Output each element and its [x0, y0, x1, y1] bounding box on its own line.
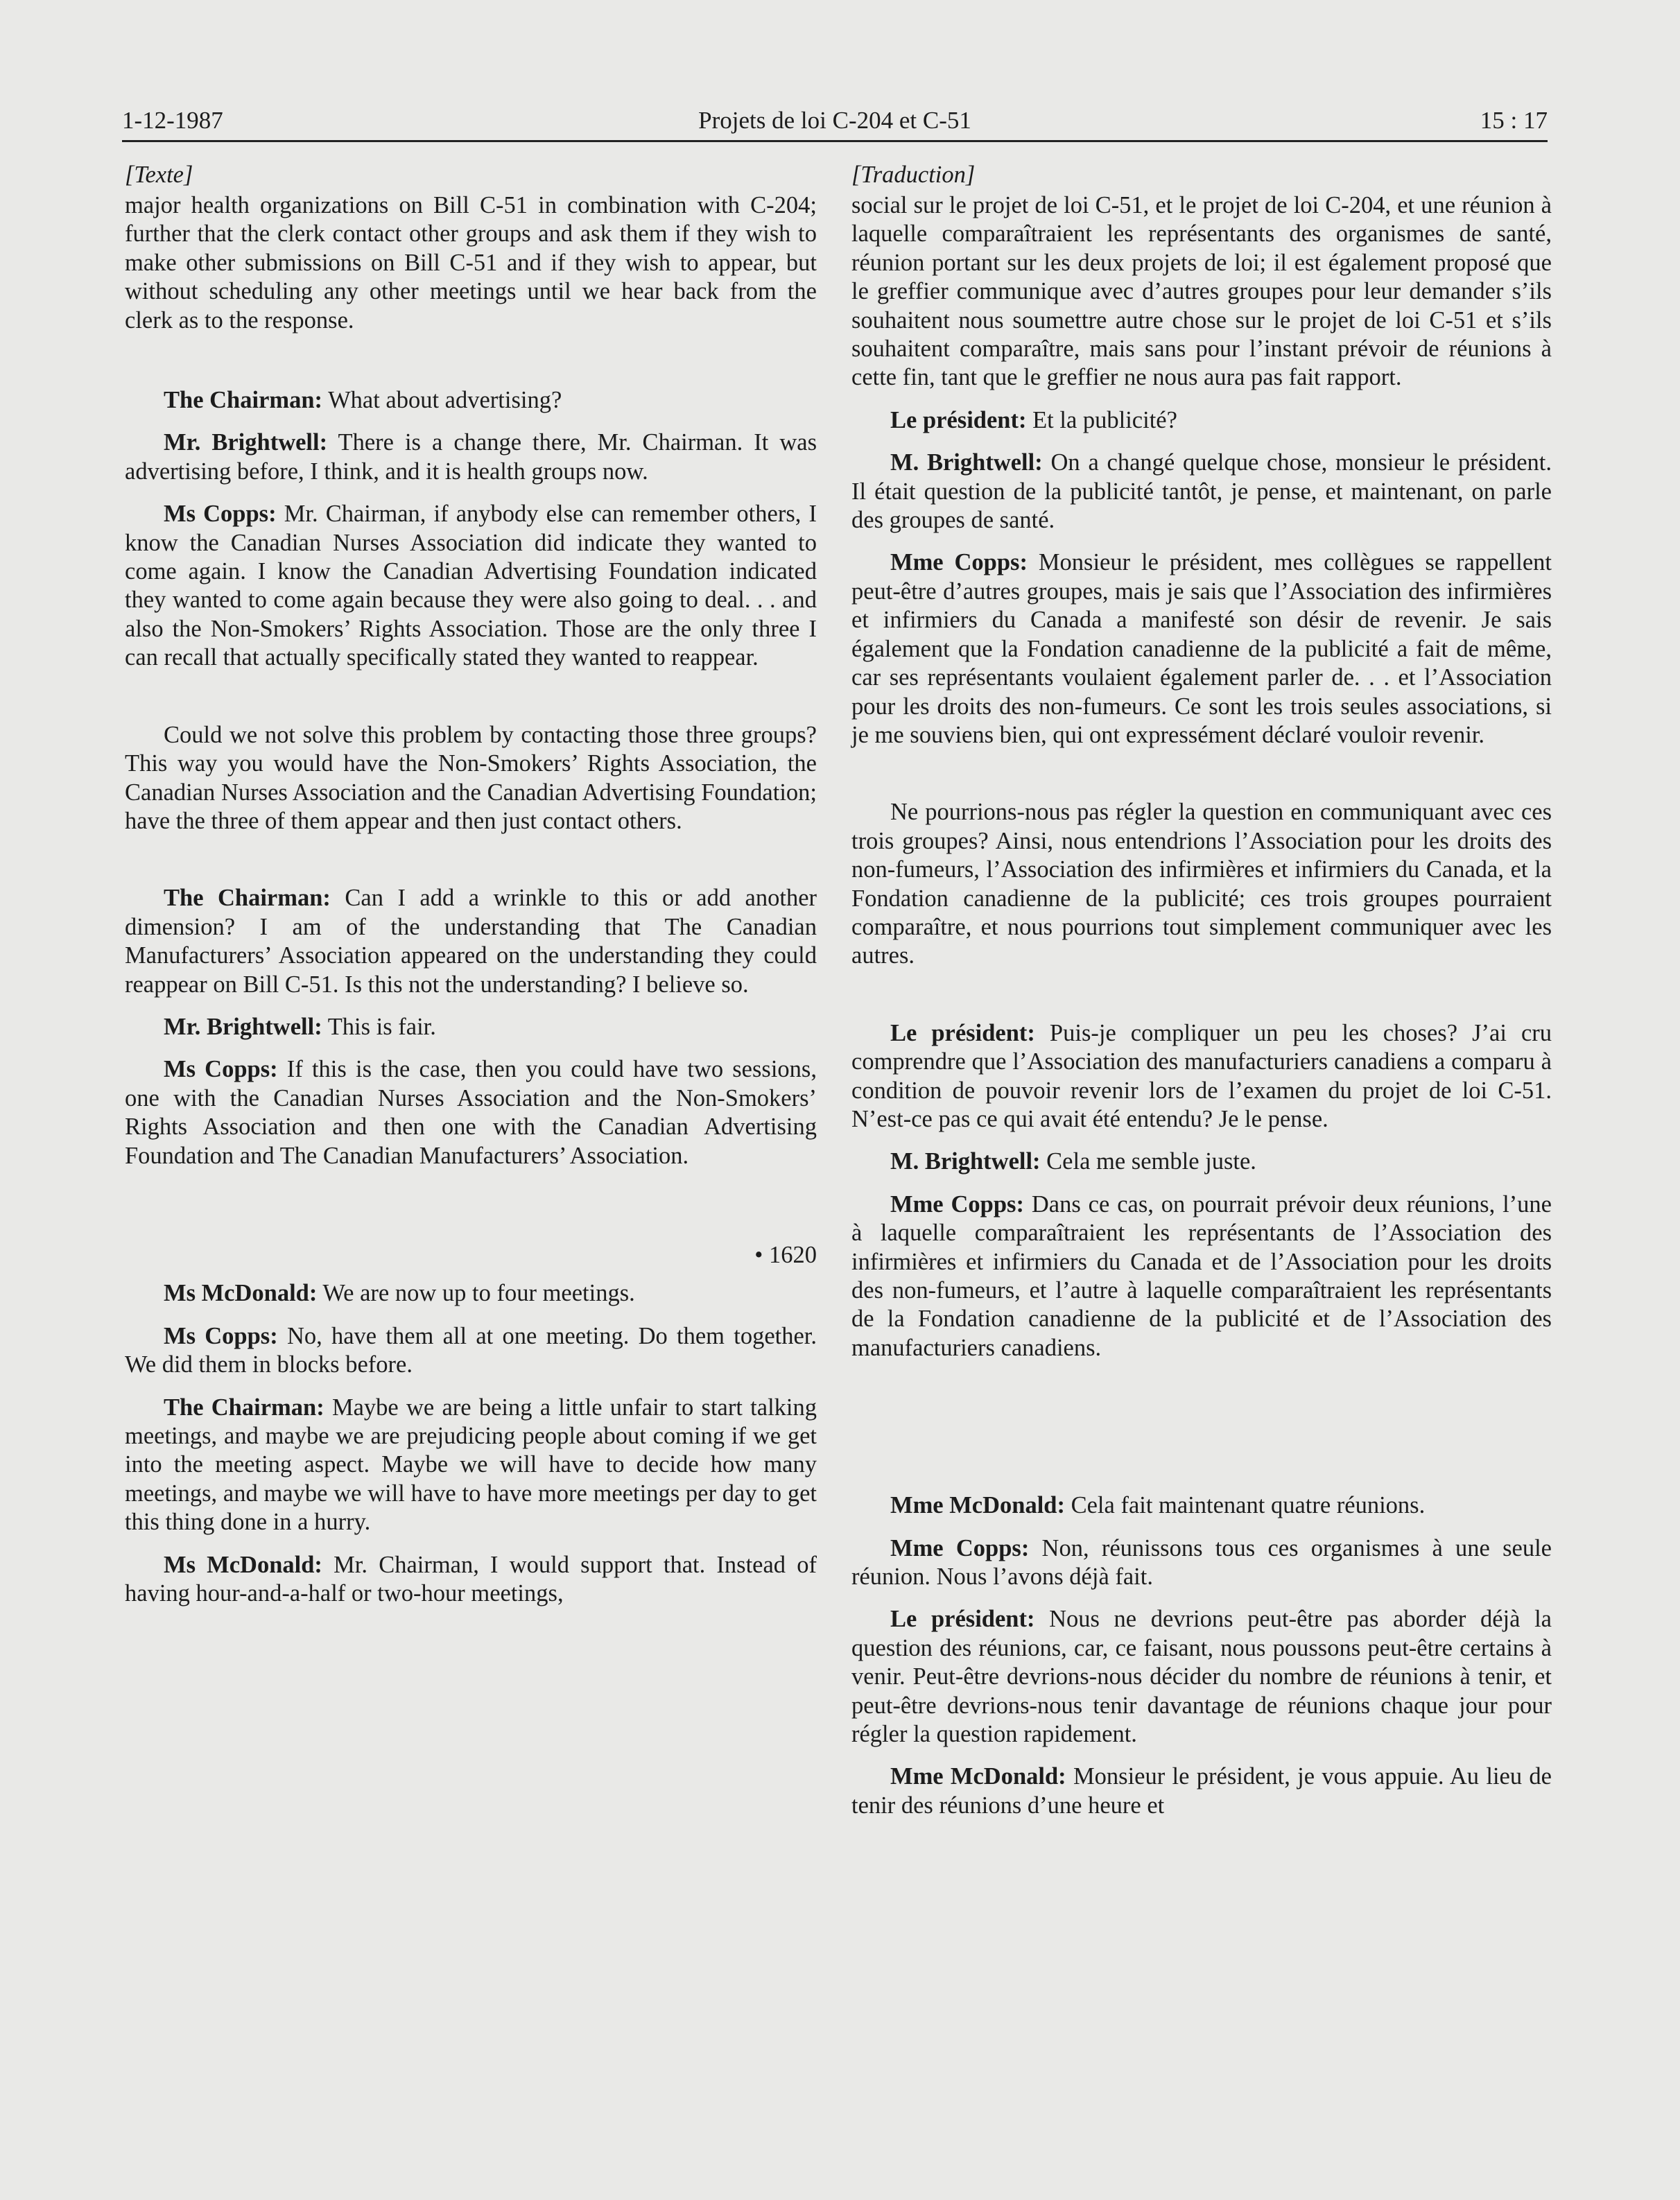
text-tag: [Texte]: [125, 162, 193, 188]
page-header: [122, 104, 1548, 142]
speech-text: Cela fait maintenant quatre réunions.: [1064, 1492, 1426, 1519]
speech-text: Mr. Chairman, if anybody else can remember others, I know the Canadian Nurses Association did indicate they wanted to come again. I know the Canadian Advertising Foundation indicated they wanted to come again because they were also going to deal. . . and also the Non-Smokers’ Rights Association. Those are the only three I can recall that actually specifically stated they wanted to reappear.: [125, 501, 817, 671]
speech: [851, 1534, 1552, 1592]
speaker: The Chairman:: [164, 1394, 324, 1421]
french-column: [851, 161, 1552, 1820]
speech: [851, 548, 1552, 750]
speaker: Le président:: [890, 406, 1027, 433]
header-title: Projets de loi C-204 et C-51: [698, 107, 971, 134]
speech-text: This is fair.: [322, 1013, 436, 1040]
header-date: 1-12-1987: [122, 107, 223, 134]
speaker: Mme McDonald:: [890, 1492, 1065, 1519]
speech: [125, 884, 817, 999]
speaker: Le président:: [890, 1606, 1035, 1633]
speech: [125, 1394, 817, 1537]
speech-text: Non, réunissons tous ces organismes à une seule réunion. Nous l’avons déjà fait.: [851, 1534, 1552, 1591]
speech: [851, 1762, 1552, 1820]
speaker: Mr. Brightwell:: [164, 429, 328, 456]
speech: [851, 449, 1552, 535]
speech: [851, 1605, 1552, 1749]
english-column: [125, 161, 817, 1608]
speaker: Mme Copps:: [890, 1534, 1030, 1561]
speaker: Ms McDonald:: [164, 1280, 318, 1307]
speech-text: Nous ne devrions peut-être pas aborder déjà la question des réunions, car, ce faisant, nous poussons peut-être certains à venir. Peut-être devrions-nous décider du nombre de réunions à tenir, et peut-être devrions-nous tenir davantage de réunions chaque jour pour régler la question rapidement.: [851, 1606, 1552, 1748]
speech: [125, 1279, 817, 1308]
speech-text: No, have them all at one meeting. Do them together. We did them in blocks before.: [125, 1322, 817, 1378]
speech-text: If this is the case, then you could have two sessions, one with the Canadian Nurses Association and the Non-Smokers’ Rights Association and then one with the Canadian Advertising Foundation and The Canadian Manufacturers’ Association.: [125, 1056, 817, 1169]
speech-text: Maybe we are being a little unfair to start talking meetings, and maybe we are prejudicing people about coming if we get into the meeting aspect. Maybe we will have to decide how many meetings, and maybe we will have to have more meetings per day to get this thing done in a hurry.: [125, 1394, 817, 1536]
speech-text: Mr. Chairman, I would support that. Instead of having hour-and-a-half or two-hour meetings,: [125, 1551, 817, 1607]
speech-text: Monsieur le président, je vous appuie. Au lieu de tenir des réunions d’une heure et: [851, 1763, 1552, 1819]
speech: [125, 1055, 817, 1170]
speech-text: Monsieur le président, mes collègues se rappellent peut-être d’autres groupes, mais je sais que l’Association des infirmières et infirmiers du Canada a manifesté son désir de revenir. Je sais également que la Fondation canadienne de la publicité a fait de même, car ses représentants voulaient également parler de. . . et l’Association pour les droits des non-fumeurs. Ce sont les trois seules associations, si je me souviens bien, qui ont expressément déclaré vouloir revenir.: [851, 549, 1552, 748]
speaker: Ms Copps:: [164, 1056, 278, 1083]
speech-text: Can I add a wrinkle to this or add another dimension? I am of the understanding that The Canadian Manufacturers’ Association appeared on the understanding they could reappear on Bill C-51. Is this not the understanding? I believe so.: [125, 885, 817, 998]
paragraph: major health organizations on Bill C-51 in combination with C-204; further that the clerk contact other groups and ask them if they wish to make other submissions on Bill C-51 and if they wish to appear, but without scheduling any other meetings until we hear back from the clerk as to the response.: [125, 192, 817, 334]
speaker: Mr. Brightwell:: [164, 1013, 322, 1040]
speech: [851, 406, 1552, 435]
header-page-number: 15 : 17: [1480, 107, 1548, 134]
speaker: Ms McDonald:: [164, 1551, 322, 1578]
speaker: The Chairman:: [164, 885, 331, 912]
speech-text: Et la publicité?: [1026, 406, 1177, 433]
paragraph: social sur le projet de loi C-51, et le projet de loi C-204, et une réunion à laquelle comparaîtraient les représentants des organismes de santé, réunion portant sur les deux projets de loi; il est également proposé que le greffier communique avec d’autres groupes pour leur demander s’ils souhaitent nous soumettre autre chose sur le projet de loi C-51 et s’ils souhaitent comparaître, mais sans pour l’instant prévoir de réunions à cette fin, tant que le greffier ne nous aura pas fait rapport.: [851, 192, 1552, 391]
speaker: Ms Copps:: [164, 501, 277, 528]
traduction-tag: [Traduction]: [851, 162, 976, 188]
speaker: M. Brightwell:: [890, 449, 1043, 476]
speaker: Le président:: [890, 1019, 1035, 1046]
speech: [125, 1013, 817, 1041]
speech-text: On a changé quelque chose, monsieur le président. Il était question de la publicité tantôt, je pense, et maintenant, on parle des groupes de santé.: [851, 449, 1552, 534]
speaker: Ms Copps:: [164, 1322, 278, 1349]
paragraph: Ne pourrions-nous pas régler la question en communiquant avec ces trois groupes? Ainsi, nous entendrions l’Association pour les droits des non-fumeurs, l’Association des infirmières et infirmiers du Canada, et la Fondation canadienne de la publicité; ces trois groupes pourraient comparaître, et nous pourrions tout simplement communiquer avec les autres.: [851, 799, 1552, 969]
time-marker: • 1620: [754, 1241, 817, 1268]
speech: [125, 500, 817, 672]
speech: [125, 1322, 817, 1380]
speech: [851, 1190, 1552, 1362]
speaker: Mme McDonald:: [890, 1763, 1066, 1790]
speech-text: What about advertising?: [322, 387, 562, 414]
paragraph: Could we not solve this problem by contacting those three groups? This way you would have the Non-Smokers’ Rights Association, the Canadian Nurses Association and the Canadian Advertising Foundation; have the three of them appear and then just contact others.: [125, 721, 817, 834]
speech-text: Cela me semble juste.: [1040, 1148, 1256, 1175]
speech-text: We are now up to four meetings.: [317, 1280, 635, 1307]
speech: [851, 1147, 1552, 1176]
speech-text: Puis-je compliquer un peu les choses? J’ai cru comprendre que l’Association des manufacturiers canadiens a comparu à condition de pouvoir revenir lors de l’examen du projet de loi C-51. N’est-ce pas ce qui avait été entendu? Je le pense.: [851, 1019, 1552, 1132]
speech-text: There is a change there, Mr. Chairman. It was advertising before, I think, and it is health groups now.: [125, 429, 817, 485]
speech: [125, 386, 817, 415]
speech-text: Dans ce cas, on pourrait prévoir deux réunions, l’une à laquelle comparaîtraient les représentants de l’Association des infirmières et infirmiers du Canada et de l’Association pour les droits des non-fumeurs, et l’autre à laquelle comparaîtraient les représentants de la Fondation canadienne de la publicité et de l’Association des manufacturiers canadiens.: [851, 1190, 1552, 1361]
speech: [851, 1491, 1552, 1520]
speaker: Mme Copps:: [890, 549, 1028, 576]
speech: [851, 1019, 1552, 1134]
speech: [125, 1551, 817, 1609]
speaker: The Chairman:: [164, 387, 323, 414]
speech: [125, 428, 817, 486]
speaker: M. Brightwell:: [890, 1148, 1041, 1175]
speaker: Mme Copps:: [890, 1190, 1024, 1218]
